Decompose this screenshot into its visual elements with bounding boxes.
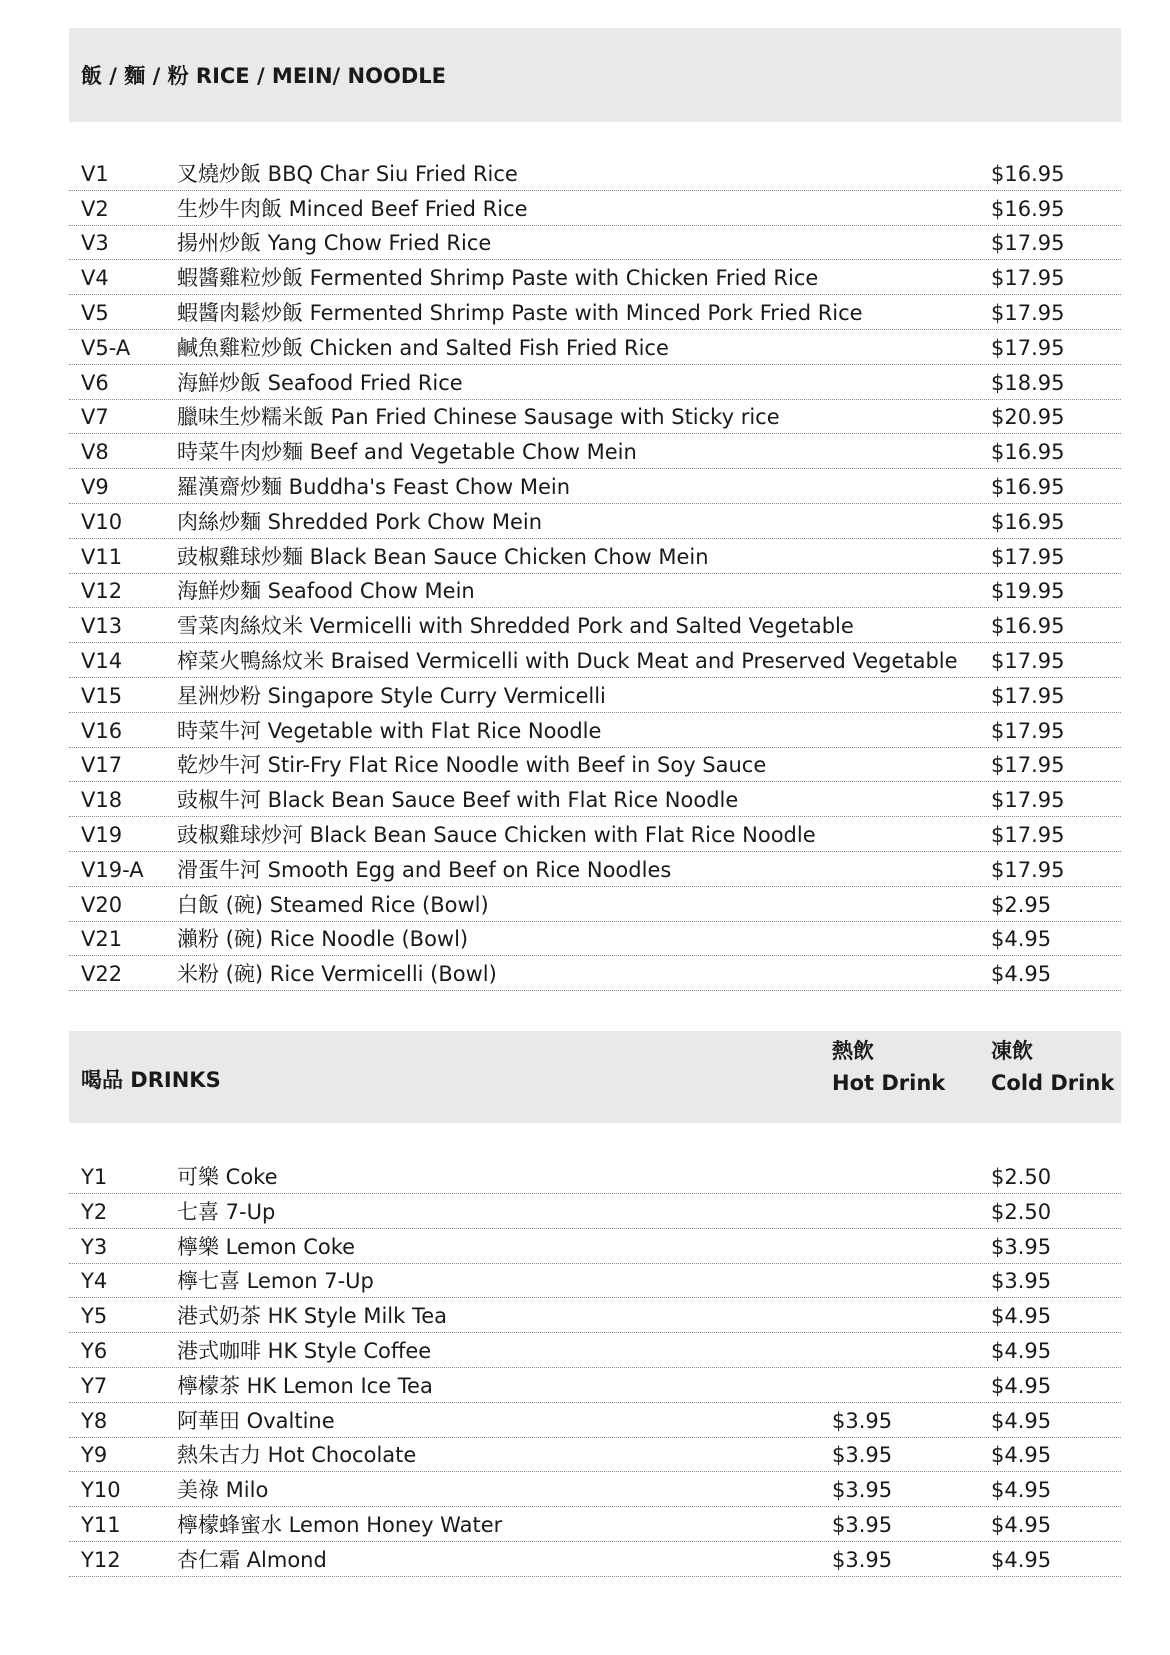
menu-item-row <box>69 748 1121 783</box>
menu-item-row <box>69 260 1121 295</box>
item-code: V11 <box>81 544 123 569</box>
menu-item-row <box>69 434 1121 469</box>
item-code: V1 <box>81 161 109 186</box>
menu-item-row <box>69 887 1121 922</box>
drink-code: Y8 <box>81 1408 108 1433</box>
cold-drink-price: $4.95 <box>991 1478 1052 1503</box>
menu-item-row <box>69 817 1121 852</box>
rice-menu-list <box>69 156 1121 991</box>
drink-code: Y5 <box>81 1304 108 1329</box>
item-name: 米粉 (碗) Rice Vermicelli (Bowl) <box>177 962 497 987</box>
item-price: $2.95 <box>991 892 1052 917</box>
item-name: 蝦醬肉鬆炒飯 Fermented Shrimp Paste with Minced Pork Fried Rice <box>177 300 863 325</box>
item-name: 乾炒牛河 Stir-Fry Flat Rice Noodle with Beef in Soy Sauce <box>177 753 767 778</box>
item-code: V10 <box>81 509 123 534</box>
item-code: V4 <box>81 266 109 291</box>
item-code: V8 <box>81 440 109 465</box>
drink-code: Y11 <box>81 1512 121 1537</box>
item-code: V9 <box>81 474 109 499</box>
menu-item-row <box>69 922 1121 957</box>
drink-item-row <box>69 1438 1121 1473</box>
menu-item-row <box>69 504 1121 539</box>
cold-drink-price: $4.95 <box>991 1512 1052 1537</box>
drink-code: Y1 <box>81 1164 108 1189</box>
menu-page <box>69 28 1121 1577</box>
drink-code: Y7 <box>81 1373 108 1398</box>
hot-drink-price: $3.95 <box>832 1478 893 1503</box>
item-name: 星洲炒粉 Singapore Style Curry Vermicelli <box>177 683 606 708</box>
drink-item-row <box>69 1472 1121 1507</box>
item-code: V18 <box>81 788 123 813</box>
cold-drink-price: $3.95 <box>991 1269 1052 1294</box>
item-name: 羅漢齋炒麵 Buddha's Feast Chow Mein <box>177 474 571 499</box>
cold-drink-price: $4.95 <box>991 1547 1052 1572</box>
cold-drink-price: $2.50 <box>991 1199 1052 1224</box>
item-code: V19 <box>81 822 123 847</box>
menu-item-row <box>69 574 1121 609</box>
menu-item-row <box>69 539 1121 574</box>
drink-item-row <box>69 1229 1121 1264</box>
cold-drink-price: $4.95 <box>991 1304 1052 1329</box>
drink-code: Y4 <box>81 1269 108 1294</box>
hot-drink-price: $3.95 <box>832 1408 893 1433</box>
item-code: V19-A <box>81 857 144 882</box>
hot-drink-header-zh: 熱飲 <box>832 1039 874 1064</box>
drink-item-row <box>69 1264 1121 1299</box>
item-name: 鹹魚雞粒炒飯 Chicken and Salted Fish Fried Rice <box>177 335 669 360</box>
item-name: 榨菜火鴨絲炆米 Braised Vermicelli with Duck Meat and Preserved Vegetable <box>177 648 958 673</box>
drink-item-row <box>69 1333 1121 1368</box>
cold-drink-column-header <box>991 1035 1114 1099</box>
drink-name: 港式奶茶 HK Style Milk Tea <box>177 1304 448 1329</box>
item-code: V15 <box>81 683 123 708</box>
item-price: $16.95 <box>991 474 1065 499</box>
item-code: V12 <box>81 579 123 604</box>
item-price: $17.95 <box>991 300 1065 325</box>
menu-item-row <box>69 226 1121 261</box>
drink-name: 熱朱古力 Hot Chocolate <box>177 1443 417 1468</box>
item-price: $4.95 <box>991 927 1052 952</box>
item-name: 揚州炒飯 Yang Chow Fried Rice <box>177 231 492 256</box>
drink-name: 七喜 7-Up <box>177 1199 276 1224</box>
drink-item-row <box>69 1298 1121 1333</box>
item-code: V5-A <box>81 335 131 360</box>
menu-item-row <box>69 956 1121 991</box>
item-code: V22 <box>81 962 123 987</box>
item-price: $17.95 <box>991 753 1065 778</box>
drink-code: Y2 <box>81 1199 108 1224</box>
item-name: 生炒牛肉飯 Minced Beef Fried Rice <box>177 196 528 221</box>
drink-name: 港式咖啡 HK Style Coffee <box>177 1338 432 1363</box>
item-price: $17.95 <box>991 718 1065 743</box>
item-code: V17 <box>81 753 123 778</box>
item-price: $16.95 <box>991 196 1065 221</box>
drink-item-row <box>69 1507 1121 1542</box>
item-price: $4.95 <box>991 962 1052 987</box>
drink-code: Y3 <box>81 1234 108 1259</box>
cold-drink-price: $4.95 <box>991 1373 1052 1398</box>
item-price: $17.95 <box>991 231 1065 256</box>
item-name: 時菜牛河 Vegetable with Flat Rice Noodle <box>177 718 602 743</box>
item-code: V6 <box>81 370 109 395</box>
item-name: 豉椒雞球炒麵 Black Bean Sauce Chicken Chow Mein <box>177 544 709 569</box>
item-code: V21 <box>81 927 123 952</box>
item-price: $17.95 <box>991 683 1065 708</box>
drink-name: 阿華田 Ovaltine <box>177 1408 335 1433</box>
drink-code: Y9 <box>81 1443 108 1468</box>
item-price: $17.95 <box>991 544 1065 569</box>
drink-name: 杏仁霜 Almond <box>177 1547 327 1572</box>
menu-item-row <box>69 469 1121 504</box>
item-code: V20 <box>81 892 123 917</box>
cold-drink-header-zh: 凍飲 <box>991 1039 1033 1064</box>
hot-drink-price: $3.95 <box>832 1443 893 1468</box>
item-price: $18.95 <box>991 370 1065 395</box>
item-code: V3 <box>81 231 109 256</box>
item-price: $16.95 <box>991 614 1065 639</box>
hot-drink-price: $3.95 <box>832 1512 893 1537</box>
drink-item-row <box>69 1159 1121 1194</box>
hot-drink-header-en: Hot Drink <box>832 1071 946 1096</box>
item-price: $17.95 <box>991 857 1065 882</box>
drinks-section-header <box>69 1031 1121 1123</box>
drink-name: 檸樂 Lemon Coke <box>177 1234 356 1259</box>
drink-item-row <box>69 1368 1121 1403</box>
menu-item-row <box>69 191 1121 226</box>
item-name: 豉椒牛河 Black Bean Sauce Beef with Flat Rice Noodle <box>177 788 739 813</box>
rice-section-header <box>69 28 1121 122</box>
item-code: V2 <box>81 196 109 221</box>
cold-drink-price: $2.50 <box>991 1164 1052 1189</box>
drinks-section-title: 喝品 DRINKS <box>81 1068 221 1093</box>
menu-item-row <box>69 156 1121 191</box>
item-price: $17.95 <box>991 648 1065 673</box>
item-price: $16.95 <box>991 509 1065 534</box>
item-name: 蝦醬雞粒炒飯 Fermented Shrimp Paste with Chicken Fried Rice <box>177 266 819 291</box>
item-name: 叉燒炒飯 BBQ Char Siu Fried Rice <box>177 161 518 186</box>
drink-name: 檸檬蜂蜜水 Lemon Honey Water <box>177 1512 503 1537</box>
drink-code: Y6 <box>81 1338 108 1363</box>
item-name: 白飯 (碗) Steamed Rice (Bowl) <box>177 892 489 917</box>
drink-item-row <box>69 1403 1121 1438</box>
drink-name: 美祿 Milo <box>177 1478 269 1503</box>
item-name: 雪菜肉絲炆米 Vermicelli with Shredded Pork and Salted Vegetable <box>177 614 854 639</box>
menu-item-row <box>69 330 1121 365</box>
item-price: $17.95 <box>991 788 1065 813</box>
cold-drink-price: $4.95 <box>991 1408 1052 1433</box>
item-price: $19.95 <box>991 579 1065 604</box>
menu-item-row <box>69 365 1121 400</box>
item-name: 滑蛋牛河 Smooth Egg and Beef on Rice Noodles <box>177 857 672 882</box>
item-name: 瀨粉 (碗) Rice Noodle (Bowl) <box>177 927 469 952</box>
menu-item-row <box>69 400 1121 435</box>
drink-item-row <box>69 1542 1121 1577</box>
drink-name: 檸七喜 Lemon 7-Up <box>177 1269 374 1294</box>
item-code: V13 <box>81 614 123 639</box>
cold-drink-price: $4.95 <box>991 1338 1052 1363</box>
drink-code: Y10 <box>81 1478 121 1503</box>
rice-section-title: 飯 / 麵 / 粉 RICE / MEIN/ NOODLE <box>81 64 446 88</box>
item-code: V7 <box>81 405 109 430</box>
menu-item-row <box>69 295 1121 330</box>
drink-name: 檸檬茶 HK Lemon Ice Tea <box>177 1373 433 1398</box>
item-name: 肉絲炒麵 Shredded Pork Chow Mein <box>177 509 543 534</box>
drinks-menu-list <box>69 1159 1121 1577</box>
item-name: 時菜牛肉炒麵 Beef and Vegetable Chow Mein <box>177 440 637 465</box>
item-name: 海鮮炒麵 Seafood Chow Mein <box>177 579 475 604</box>
hot-drink-column-header <box>832 1035 945 1099</box>
menu-item-row <box>69 782 1121 817</box>
drink-item-row <box>69 1194 1121 1229</box>
menu-item-row <box>69 608 1121 643</box>
menu-item-row <box>69 852 1121 887</box>
item-name: 海鮮炒飯 Seafood Fried Rice <box>177 370 463 395</box>
drink-name: 可樂 Coke <box>177 1164 278 1189</box>
menu-item-row <box>69 713 1121 748</box>
menu-item-row <box>69 678 1121 713</box>
item-price: $16.95 <box>991 161 1065 186</box>
item-price: $17.95 <box>991 335 1065 360</box>
cold-drink-price: $3.95 <box>991 1234 1052 1259</box>
cold-drink-header-en: Cold Drink <box>991 1071 1115 1096</box>
item-price: $17.95 <box>991 822 1065 847</box>
item-name: 豉椒雞球炒河 Black Bean Sauce Chicken with Flat Rice Noodle <box>177 822 816 847</box>
item-price: $16.95 <box>991 440 1065 465</box>
menu-item-row <box>69 643 1121 678</box>
item-code: V14 <box>81 648 123 673</box>
hot-drink-price: $3.95 <box>832 1547 893 1572</box>
item-code: V5 <box>81 300 109 325</box>
item-price: $17.95 <box>991 266 1065 291</box>
item-code: V16 <box>81 718 123 743</box>
drink-code: Y12 <box>81 1547 121 1572</box>
cold-drink-price: $4.95 <box>991 1443 1052 1468</box>
item-name: 臘味生炒糯米飯 Pan Fried Chinese Sausage with Sticky rice <box>177 405 780 430</box>
item-price: $20.95 <box>991 405 1065 430</box>
